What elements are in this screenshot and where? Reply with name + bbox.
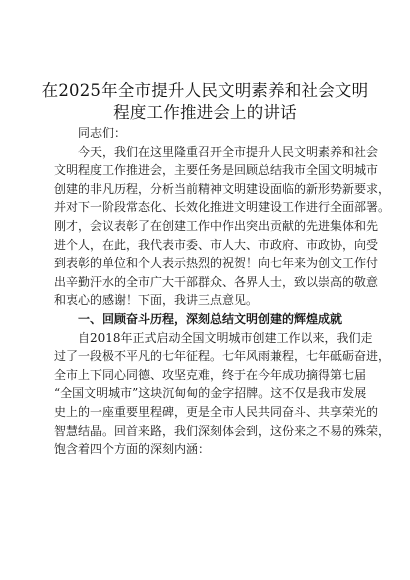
document-title: [40, 80, 370, 124]
paragraph-2-line: 智慧结晶。回首来路，我们深刻体会到，这份来之不易的殊荣，: [54, 423, 391, 438]
section-heading: 一、回顾奋斗历程，深刻总结文明创建的辉煌成就: [78, 311, 343, 326]
title-line-1: 在2025年全市提升人民文明素养和社会文明: [41, 81, 369, 100]
document-body: [54, 124, 391, 459]
paragraph-1-line: 今天，我们在这里隆重召开全市提升人民文明素养和社会: [78, 144, 379, 159]
paragraph-2-line: 全市上下同心同德、攻坚克难，终于在今年成功摘得第七届: [54, 367, 367, 382]
paragraph-1: [54, 143, 391, 310]
paragraph-2-line: “全国文明城市”这块沉甸甸的金字招牌。这不仅是我市发展: [54, 386, 367, 401]
paragraph-2-line: 史上的一座重要里程碑，更是全市人民共同奋斗、共享荣光的: [54, 404, 379, 419]
paragraph-2: [54, 329, 391, 459]
paragraph-1-line: 到表彰的单位和个人表示热烈的祝贺！向七年来为创文工作付: [54, 256, 379, 271]
paragraph-1-line: 进个人，在此，我代表市委、市人大、市政府、市政协，向受: [54, 237, 379, 252]
paragraph-2-line: 饱含着四个方面的深刻内涵：: [54, 442, 211, 457]
greeting: 同志们：: [78, 126, 127, 140]
paragraph-2-line: 自2018年正式启动全国文明城市创建工作以来，我们走: [78, 330, 373, 345]
paragraph-1-line: 刚才，会议表彰了在创建工作中作出突出贡献的先进集体和先: [54, 218, 379, 233]
paragraph-1-line: 文明程度工作推进会，主要任务是回顾总结我市全国文明城市: [54, 163, 379, 178]
paragraph-1-line: 和衷心的感谢！下面，我讲三点意见。: [54, 293, 259, 308]
paragraph-1-line: 出辛勤汗水的全市广大干部群众、各界人士，致以崇高的敬意: [54, 274, 379, 289]
paragraph-1-line: 并对下一阶段常态化、长效化推进文明建设工作进行全面部署。: [54, 200, 391, 215]
paragraph-1-line: 创建的非凡历程，分析当前精神文明建设面临的新形势新要求，: [54, 181, 391, 196]
paragraph-2-line: 过了一段极不平凡的七年征程。七年风雨兼程，七年砥砺奋进，: [54, 349, 391, 364]
title-line-2: 程度工作推进会上的讲话: [113, 103, 297, 122]
